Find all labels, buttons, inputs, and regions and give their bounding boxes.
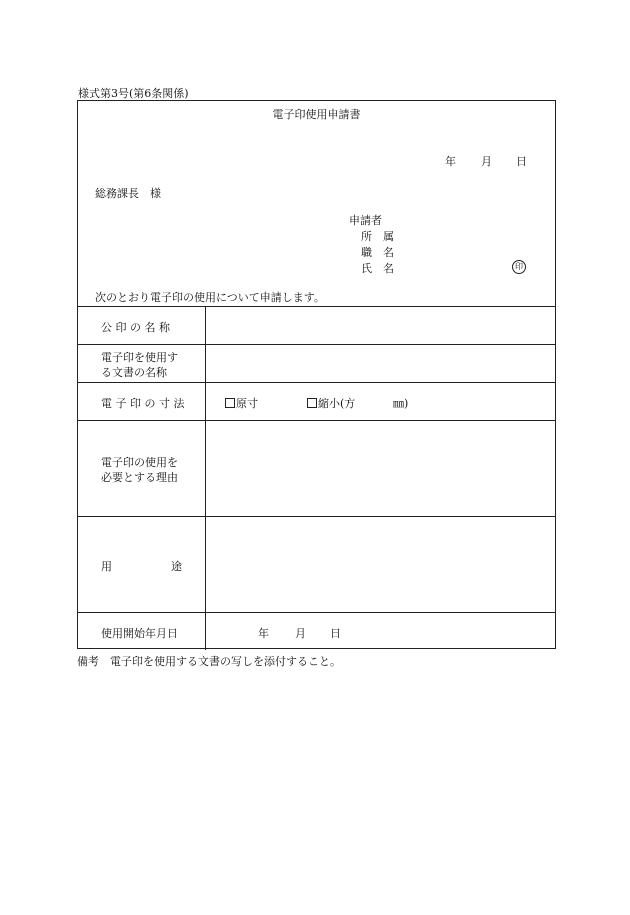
seal-mark-icon: 印 [512,260,526,274]
dimensions-label: 電 子 印 の 寸 法 [101,397,185,410]
reason-label-line2: 必要とする理由 [101,471,178,484]
start-month-label: 月 [295,627,306,640]
applicant-heading: 申請者 [349,214,382,227]
original-size-option[interactable] [225,395,258,411]
checkbox-icon[interactable] [307,398,317,408]
row-divider [78,420,555,421]
column-divider [205,306,206,650]
row-divider [78,382,555,383]
purpose-label-end: 途 [171,560,182,573]
original-size-label: 原寸 [236,397,258,410]
row-divider [78,344,555,345]
position-label: 職 名 [361,246,394,259]
addressee: 総務課長 様 [95,187,161,200]
start-year-label: 年 [258,627,269,640]
reduced-size-label: 縮小(方 [318,397,356,410]
name-label: 氏 名 [361,262,394,275]
reason-label-line1: 電子印の使用を [101,456,178,469]
form-title: 電子印使用申請書 [272,108,361,121]
table-top-rule [78,306,555,307]
reduced-size-option[interactable] [307,395,355,411]
date-month-label: 月 [481,155,492,168]
seal-name-label: 公 印 の 名 称 [101,321,170,334]
application-form [77,100,556,649]
purpose-label-start: 用 [101,560,112,573]
row-divider [78,612,555,613]
start-date-label: 使用開始年月日 [101,627,178,640]
date-day-label: 日 [516,155,527,168]
size-unit-label: ㎜) [393,397,409,410]
affiliation-label: 所 属 [361,230,394,243]
document-name-label-line1: 電子印を使用す [101,351,178,364]
start-day-label: 日 [330,627,341,640]
remark-note: 備考 電子印を使用する文書の写しを添付すること。 [77,655,341,668]
checkbox-icon[interactable] [225,398,235,408]
row-divider [78,516,555,517]
document-name-label-line2: る文書の名称 [101,366,167,379]
intro-text: 次のとおり電子印の使用について申請します。 [95,291,325,304]
form-number-label: 様式第3号(第6条関係) [78,87,189,100]
date-year-label: 年 [445,155,456,168]
